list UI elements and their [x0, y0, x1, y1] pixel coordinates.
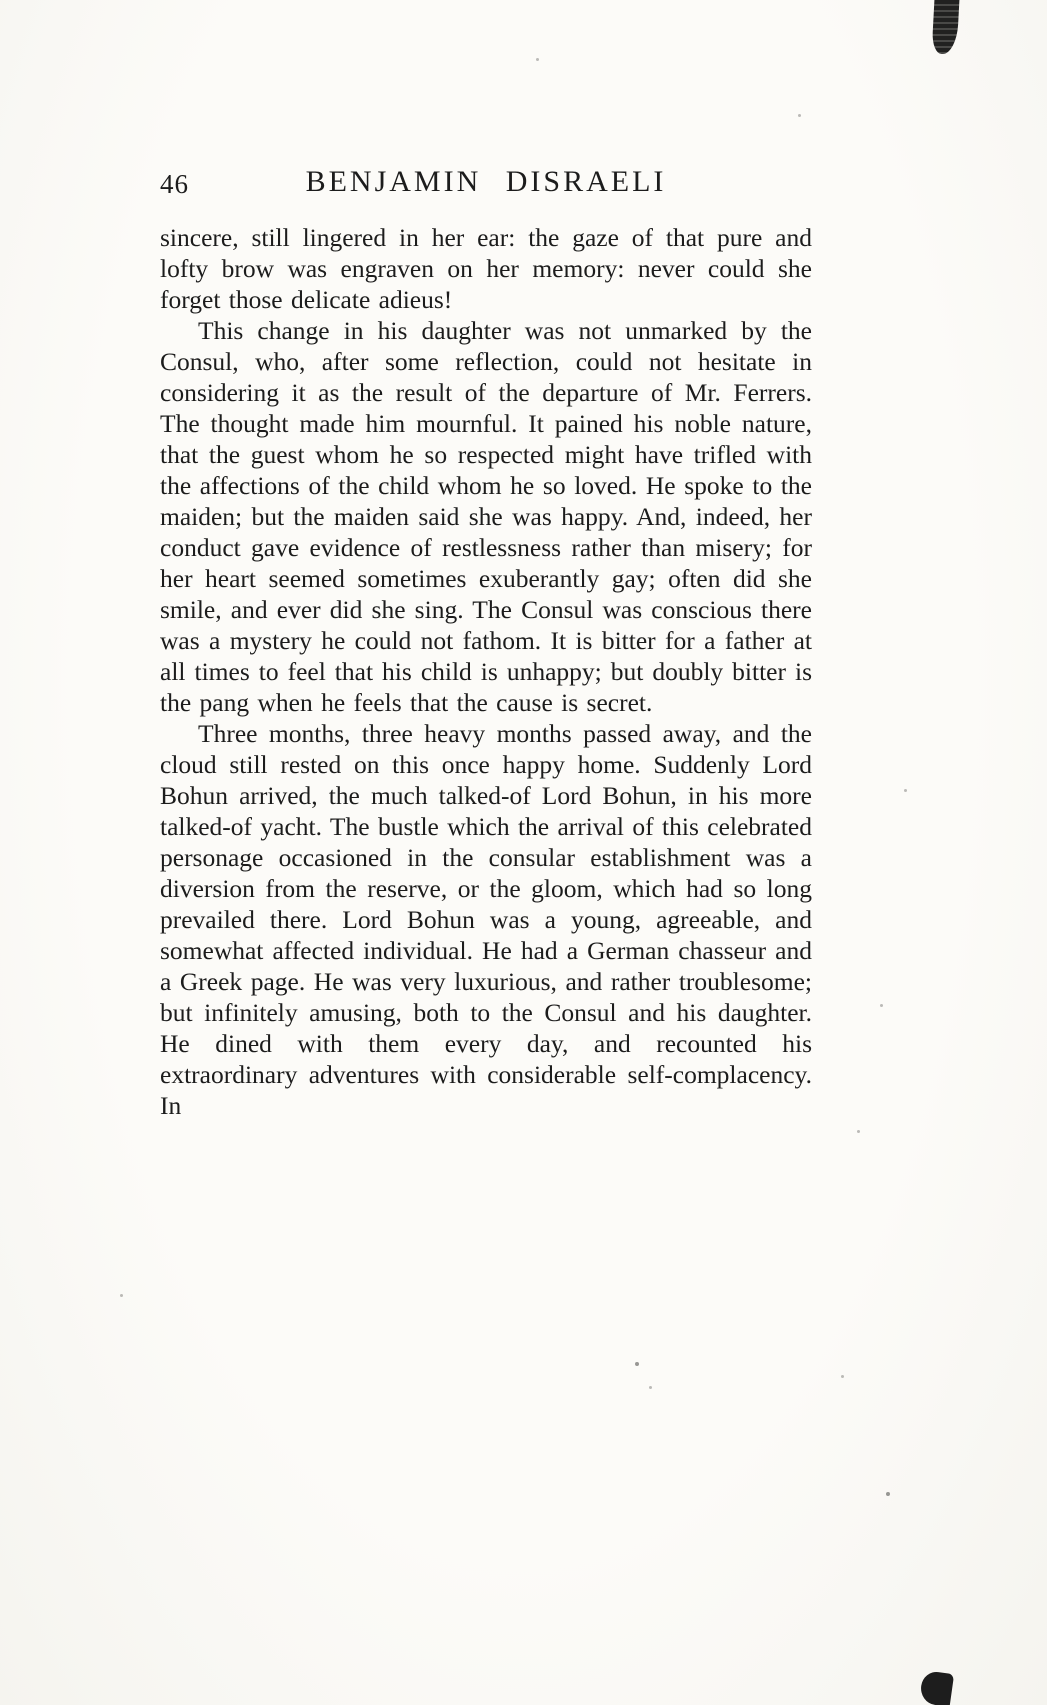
scan-speck — [536, 58, 539, 61]
paragraph: Three months, three heavy months passed away, and the cloud still rested on this once happy home. Suddenly Lord Bohun arrived, the much talked-of Lord Bohun, in his more talked-of yacht. The bustle which the arrival of this celebrated personage occasioned in the consular establishment was a diversion from the reserve, or the gloom, which had so long prevailed there. Lord Bohun was a young, agreeable, and somewhat affected individual. He had a German chasseur and a Greek page. He was very luxurious, and rather troublesome; but infinitely amusing, both to the Consul and his daughter. He dined with them every day, and recounted his extraordinary adventures with considerable self-complacency. In — [160, 719, 812, 1120]
scan-speck — [120, 1294, 123, 1297]
page-number: 46 — [160, 169, 189, 199]
scan-speck — [635, 1362, 639, 1366]
page-body — [160, 222, 812, 1121]
ink-mark-bottom-right — [919, 1670, 954, 1705]
running-header-title: BENJAMIN DISRAELI — [305, 165, 667, 198]
running-header — [160, 165, 812, 201]
paragraph: sincere, still lingered in her ear: the gaze of that pure and lofty brow was engraven on her memory: never could she forget those delicate adieus! — [160, 223, 812, 314]
scan-speck — [798, 114, 801, 117]
scan-speck — [649, 1386, 652, 1389]
scan-speck — [880, 1004, 883, 1007]
scan-speck — [904, 789, 907, 792]
paragraph: This change in his daughter was not unmarked by the Consul, who, after some reflection, could not hesitate in considering it as the result of the departure of Mr. Ferrers. The thought made him mournful. It pained his noble nature, that the guest whom he so respected might have trifled with the affections of the child whom he so loved. He spoke to the maiden; but the maiden said she was happy. And, indeed, her conduct gave evidence of restlessness rather than misery; for her heart seemed sometimes exuberantly gay; often did she smile, and ever did she sing. The Consul was conscious there was a mystery he could not fathom. It is bitter for a father at all times to feel that his child is unhappy; but doubly bitter is the pang when he feels that the cause is secret. — [160, 316, 812, 717]
scan-speck — [886, 1492, 890, 1496]
scan-speck — [841, 1375, 844, 1378]
scan-speck — [857, 1130, 860, 1133]
ink-mark-top-right — [932, 0, 960, 54]
